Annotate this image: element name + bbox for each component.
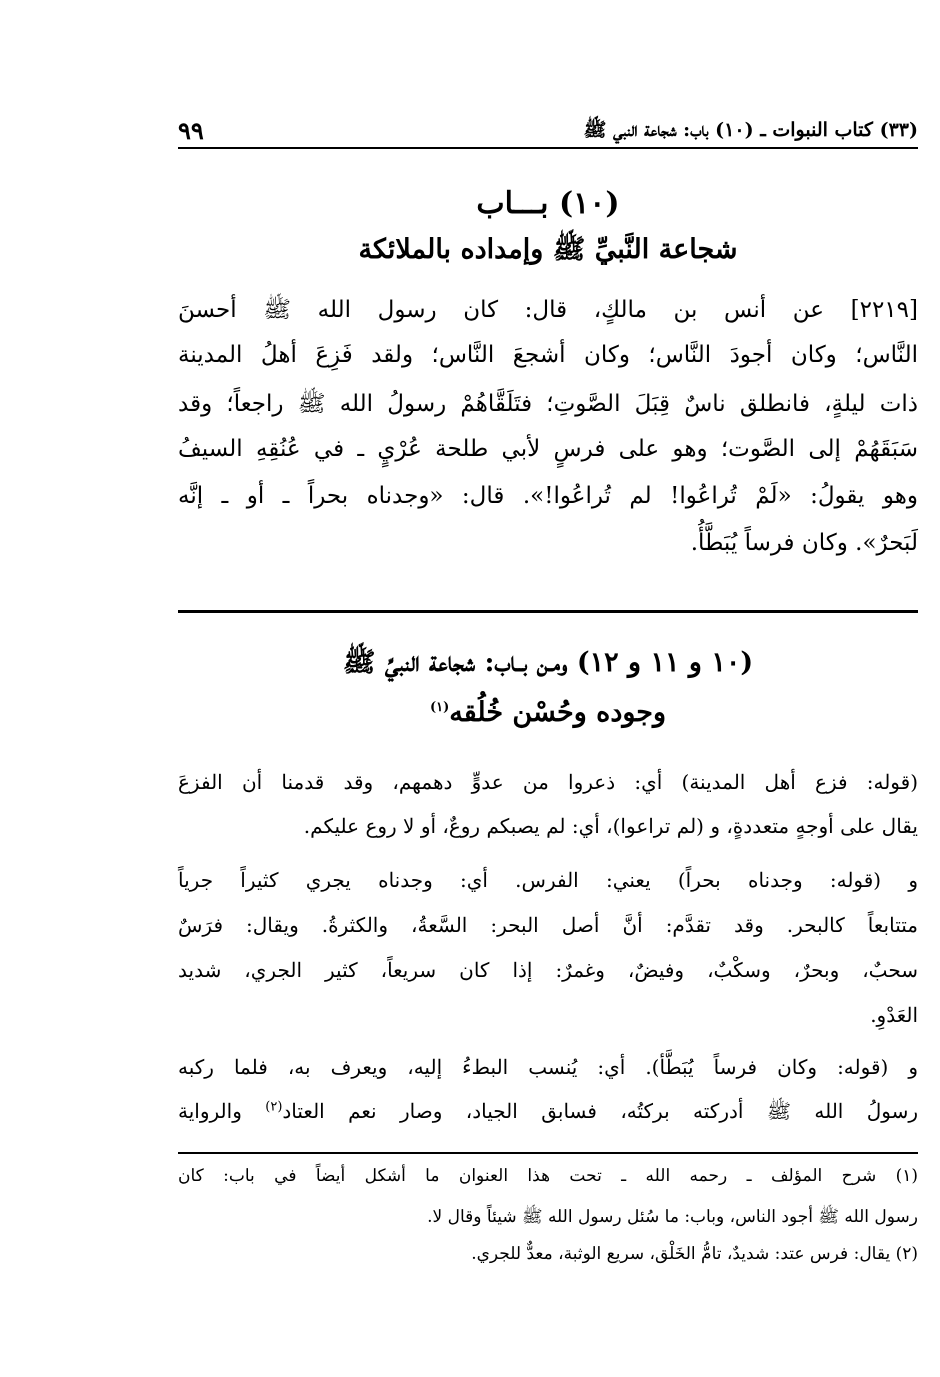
commentary-line [178,1099,918,1128]
commentary-line: متتابعاً كالبحر. وقد تقدَّم: أنَّ أصل البحر: السَّعةُ، والكثرةُ. ويقال: فرَسٌ [178,913,918,937]
commentary-subheading-text: وجوده وحُسْن خُلُقه [449,697,667,728]
footnote-line: (٢) يقال: فرس عتد: شديدٌ، تامُّ الخَلْق، سريع الوثبة، معدٌّ للجري. [471,1244,918,1264]
hadith-line: سَبَقَهُمْ إلى الصَّوت؛ وهو على فرسٍ لأبي طلحة عُرْيٍ ـ في عُنُقِهِ السيفُ [178,436,918,462]
footnote-line: (١) شرح المؤلف ـ رحمه الله ـ تحت هذا العنوان ما أشكل أيضاً في باب: كان [178,1166,918,1186]
hadith-line: النَّاس؛ وكان أجودَ النَّاس؛ وكان أشجعَ النَّاس؛ ولقد فَزِعَ أهلُ المدينة [178,342,918,368]
page-number: ٩٩ [178,116,204,145]
hadith-line: لَبَحرٌ». وكان فرساً يُبَطَّأُ. [690,530,918,556]
chapter-number: (١٠) بـــاب [476,186,620,221]
commentary-line: و (قوله: وجدناه بحراً) يعني: الفرس. أي: وجدناه يجري كثيراً جرياً [178,868,918,892]
header-rule [178,147,918,149]
chapter-title: شجاعة النَّبيِّ ﷺ وإمداده بالملائكة [358,234,738,265]
commentary-line: العَدْوِ. [870,1003,918,1027]
commentary-line: (قوله: فزع أهل المدينة) أي: ذعروا من عدوٍّ دهمهم، وقد قدمنا أن الفزعَ [178,770,918,794]
footnote-line: رسول الله ﷺ أجود الناس، وباب: ما سُئل رسول الله ﷺ شيئاً وقال لا. [427,1207,918,1227]
commentary-heading: (١٠ و ١١ و ١٢) ومـن بــاب: شجاعة النبيِّ ﷺ [342,647,754,678]
commentary-line: يقال على أوجهٍ متعددةٍ، و (لم تراعوا)، أي: لم يصبكم روعٌ، أو لا روع عليكم. [303,814,918,838]
running-head [178,116,918,150]
footnote-ref-1: (١) [429,700,450,715]
commentary-line: و (قوله: وكان فرساً يُبَطَّأ). أي: يُنسب البطءُ إليه، ويعرف به، فلما ركبه [178,1055,918,1079]
running-title: (٣٣) كتاب النبوات ـ (١٠) باب: شجاعة النبي ﷺ [583,119,918,141]
hadith-line: ذات ليلةٍ، فانطلق ناسٌ قِبَلَ الصَّوتِ؛ فتَلَقَّاهُمْ رسولُ الله ﷺ راجعاً؛ وقد [178,391,918,417]
commentary-line: سحبٌ، وبحرٌ، وسكْبٌ، وفيضٌ، وغمرٌ: إذا كان سريعاً، كثير الجري، شديد [178,958,918,982]
commentary-line-text: رسولُ الله ﷺ أدركته بركتُه، فسابق الجياد، وصار نعم العتاد [282,1099,919,1123]
hadith-line: وهو يقولُ: «لَمْ تُراعُوا! لم تُراعُوا!». قال: «وجدناه بحراً ـ أو ـ إنَّه [178,483,918,509]
footnote-ref-2: (٢) [265,1099,283,1115]
footnote-rule [178,1152,918,1154]
commentary-line-end: والرواية [178,1099,242,1123]
commentary-subheading [178,697,918,728]
section-divider [178,610,918,613]
hadith-line: [٢٢١٩] عن أنس بن مالكٍ، قال: كان رسول الله ﷺ أحسنَ [178,297,918,323]
